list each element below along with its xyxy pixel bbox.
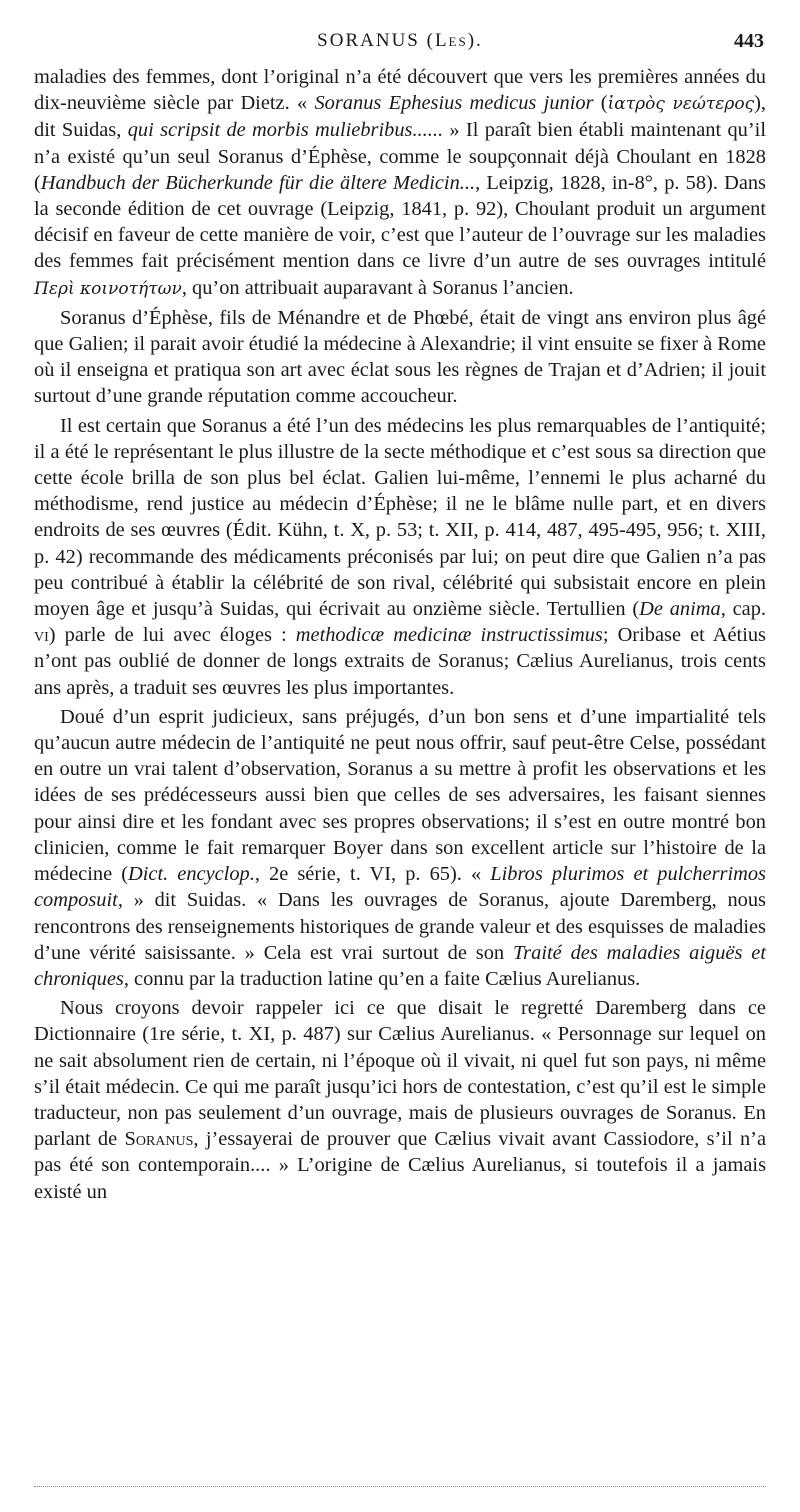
text-run: ( bbox=[593, 92, 608, 115]
text-run: Il est certain que Soranus a été l’un des médecins les plus remarquables de l’antiquité; il a été le représentant le plus illustre de la secte méthodique et c’est sous sa direction que cette école brilla de son plus bel éclat. Galien lui-même, l’ennemi le plus acharné du méthodisme, rend justice au médecin d’Éphèse; il ne le blâme nulle part, et en divers endroits de ses œuvres (Édit. Kühn, t. X, p. 53; t. XII, p. 414, 487, 495-495, 956; t. XIII, p. 42) recommande des médicaments préconisés par lui; on peut dire que Galien n’a pas peu contribué à établir la célébrité de son rival, célébrité qui subsistait encore en plein moyen âge et jusqu’à Suidas, qui écrivait au onzième siècle. Tertullien ( bbox=[34, 414, 766, 621]
text-run: , connu par la traduction latine qu’en a faite Cælius Aurelianus. bbox=[123, 967, 641, 990]
paragraph bbox=[34, 704, 766, 992]
running-title-sc: Les bbox=[434, 30, 468, 51]
running-head bbox=[36, 30, 764, 58]
text-run: ) parle de lui avec éloges : bbox=[48, 624, 296, 647]
italic-text: Soranus Ephesius medicus junior bbox=[314, 92, 594, 115]
paragraph bbox=[34, 64, 766, 302]
running-title-post: ). bbox=[467, 30, 483, 51]
italic-text: qui scripsit de morbis muliebribus...... bbox=[127, 119, 444, 142]
paragraph bbox=[34, 305, 766, 410]
small-caps-text: vi bbox=[34, 624, 49, 647]
text-run: , qu’on attribuait auparavant à Soranus l’ancien. bbox=[181, 276, 574, 299]
running-title-pre: SORANUS ( bbox=[317, 30, 435, 51]
greek-text: ἰατρὸς νεώτερος bbox=[607, 94, 755, 115]
italic-text: Dict. encyclop. bbox=[128, 863, 255, 886]
small-caps-text: Soranus bbox=[124, 1128, 194, 1151]
paragraph bbox=[34, 995, 766, 1205]
italic-text: Traité des maladies aiguës et chroniques bbox=[34, 941, 766, 990]
text-run: Nous croyons devoir rappeler ici ce que disait le regretté Daremberg dans ce Dictionnaire (1re série, t. XI, p. 487) sur Cælius Aurelianus. « Personnage sur lequel on ne sait absolument rien de certain, ni l’époque où il vivait, ni quel fut son pays, ni même s’il était médecin. Ce qui me paraît jusqu’ici hors de contestation, c’est qu’il est le simple traducteur, non pas seulement d’un ouvrage, mais de plusieurs ouvrages de Soranus. En parlant de bbox=[34, 997, 766, 1151]
text-run: » Il paraît bien établi maintenant qu’il n’a existé qu’un seul Soranus d’Éphèse, comme le soupçonnait déjà Choulant en 1828 ( bbox=[34, 119, 766, 194]
text-run: ), dit Suidas, bbox=[34, 92, 766, 142]
italic-text: Handbuch der Bücherkunde für die ältere Medicin... bbox=[40, 171, 476, 194]
italic-text: De anima bbox=[639, 598, 721, 621]
text-run: Doué d’un esprit judicieux, sans préjugés, d’un bon sens et d’une impartialité tels qu’aucun autre médecin de l’antiquité ne peut nous offrir, sauf peut-être Celse, possédant en outre un vrai talent d’observation, Soranus a su mettre à profit les observations et les idées de ses prédécesseurs aussi bien que celles de ses adversaires, les faisant siennes pour ainsi dire et les fondant avec ses propres observations; il s’est en outre montré bon clinicien, comme le fait remarquer Boyer dans son excellent article sur l’histoire de la médecine ( bbox=[34, 705, 766, 886]
text-run: Soranus d’Éphèse, fils de Ménandre et de Phœbé, était de vingt ans environ plus âgé que Galien; il parait avoir étudié la médecine à Alexandrie; il vint ensuite se fixer à Rome où il enseigna et pratiqua son art avec éclat sous les règnes de Trajan et d’Adrien; il jouit surtout d’une grande réputation comme accoucheur. bbox=[34, 306, 766, 408]
body-text bbox=[34, 64, 766, 1205]
text-run: , cap. bbox=[720, 598, 766, 621]
text-run: , Leipzig, 1828, in-8°, p. 58). Dans la seconde édition de cet ouvrage (Leipzig, 1841, p. 92), Choulant produit un argument décisif en faveur de cette manière de voir, c’est que l’auteur de l’ouvrage sur les maladies des femmes fait précisément mention dans ce livre d’un autre de ses ouvrages intitulé bbox=[34, 171, 766, 273]
text-run: , 2e série, t. VI, p. 65). « bbox=[254, 863, 491, 886]
text-run: maladies des femmes, dont l’original n’a été découvert que vers les premières années du dix-neuvième siècle par Dietz. « bbox=[34, 66, 766, 115]
text-run: ; Oribase et Aétius n’ont pas oublié de donner de longs extraits de Soranus; Cælius Aurelianus, trois cents ans après, a traduit ses œuvres les plus importantes. bbox=[34, 624, 766, 699]
italic-text: methodicæ medicinæ instructissimus bbox=[295, 624, 603, 647]
running-title bbox=[36, 30, 764, 52]
italic-text: Libros plurimos et pulcherrimos composuit, bbox=[34, 863, 766, 912]
page-number: 443 bbox=[734, 30, 764, 52]
greek-text: Περὶ κοινοτήτων bbox=[34, 278, 182, 299]
footer-rule bbox=[34, 1486, 766, 1487]
paragraph bbox=[34, 413, 766, 701]
text-run: , j’essayerai de prouver que Cælius vivait avant Cassiodore, s’il n’a pas été son contemporain.... » L’origine de Cælius Aurelianus, si toutefois il a jamais existé un bbox=[34, 1128, 766, 1203]
text-run: » dit Suidas. « Dans les ouvrages de Soranus, ajoute Daremberg, nous rencontrons des renseignements historiques de grande valeur et des esquisses de maladies d’une vérité saisissante. » Cela est vrai surtout de son bbox=[34, 889, 766, 964]
